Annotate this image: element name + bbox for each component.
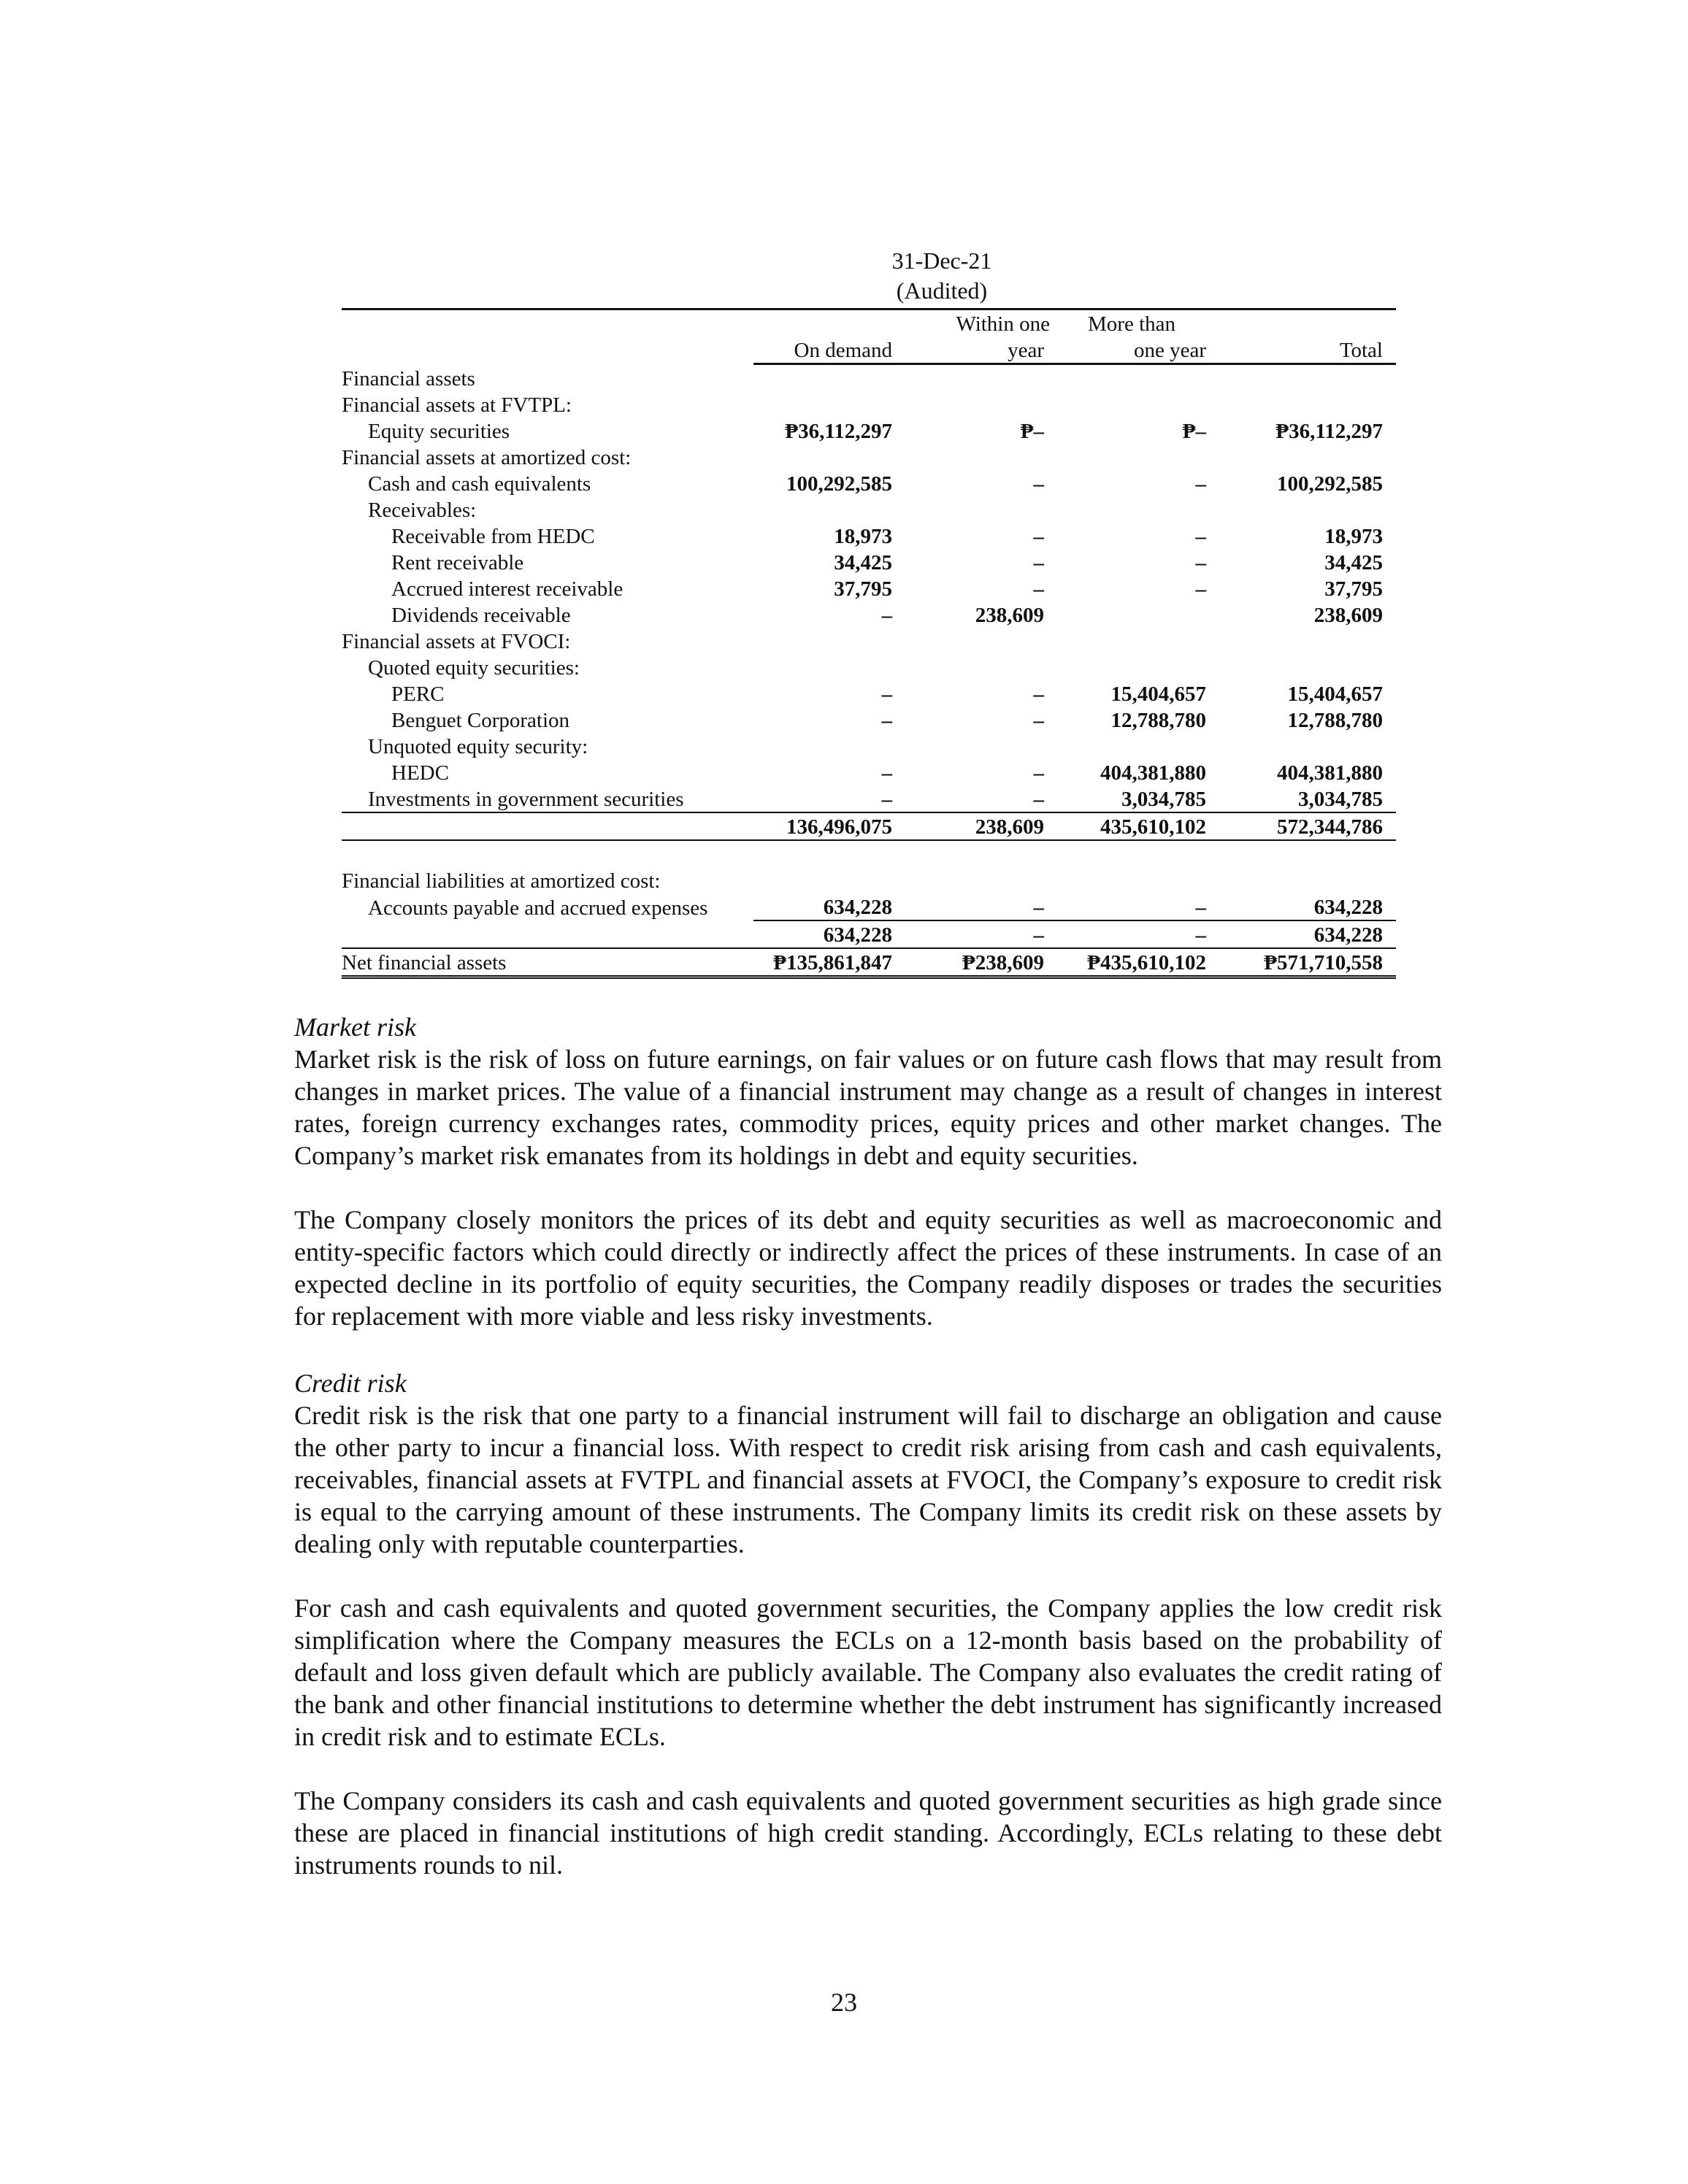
row-label: Financial assets at amortized cost: — [342, 446, 632, 469]
value-cell: – — [881, 788, 892, 811]
column-header: More than — [1056, 309, 1218, 337]
value-cell — [1218, 444, 1396, 470]
column-header — [753, 309, 904, 337]
value-cell — [753, 496, 904, 523]
net-financial-assets-row — [342, 948, 1396, 977]
credit-risk-heading: Credit risk — [294, 1369, 407, 1398]
table-row — [342, 601, 1396, 628]
value-cell — [1056, 496, 1218, 523]
row-label: Rent receivable — [391, 551, 524, 574]
value-cell: 12,788,780 — [1110, 709, 1206, 732]
value-cell: – — [1033, 551, 1044, 574]
column-header: one year — [1056, 337, 1218, 364]
value-cell: 100,292,585 — [1277, 472, 1383, 496]
value-cell: ₱– — [1182, 420, 1206, 443]
assets-total-row — [342, 812, 1396, 840]
column-header — [1218, 309, 1396, 337]
row-label: Receivables: — [368, 499, 477, 522]
value-cell — [753, 628, 904, 654]
period-heading: 31-Dec-21 — [891, 247, 992, 274]
row-label: Benguet Corporation — [391, 709, 570, 732]
value-cell — [1056, 364, 1218, 392]
liabilities-total-row — [342, 920, 1396, 948]
value-cell: – — [1033, 896, 1044, 919]
value-cell — [1218, 628, 1396, 654]
row-label: HEDC — [391, 761, 449, 785]
value-cell — [1056, 654, 1218, 680]
table-row — [342, 391, 1396, 418]
value-cell — [904, 364, 1056, 392]
column-header — [342, 309, 753, 337]
value-cell: – — [1033, 709, 1044, 732]
value-cell: 238,609 — [1313, 604, 1383, 627]
value-cell: – — [881, 604, 892, 627]
value-cell: 15,404,657 — [1110, 682, 1206, 706]
table-row — [342, 444, 1396, 470]
spacer-cell — [904, 840, 1056, 867]
value-cell — [1218, 391, 1396, 418]
value-cell — [1056, 733, 1218, 759]
value-cell: – — [881, 709, 892, 732]
row-label: PERC — [391, 682, 445, 706]
table-row — [342, 680, 1396, 707]
row-label — [342, 812, 753, 840]
value-cell — [753, 867, 904, 893]
value-cell: 634,228 — [753, 920, 904, 948]
value-cell: – — [1195, 472, 1206, 496]
spacer-cell — [342, 840, 753, 867]
value-cell — [1056, 391, 1218, 418]
table-row — [342, 364, 1396, 392]
spacer-row — [342, 840, 1396, 867]
value-cell: – — [1033, 525, 1044, 548]
row-label: Dividends receivable — [391, 604, 571, 627]
value-cell: 18,973 — [834, 525, 892, 548]
header-row-top — [342, 309, 1396, 337]
value-cell: ₱– — [1020, 420, 1044, 443]
column-header — [342, 337, 753, 364]
credit-risk-paragraph-3: The Company considers its cash and cash equivalents and quoted government securities as high grade since these are placed in financial institutions of high credit standing. Accordingly, ECLs relating to these debt instruments rounds to nil. — [294, 1786, 1442, 1880]
financial-table — [342, 308, 1396, 979]
header-row — [342, 337, 1396, 364]
value-cell — [904, 444, 1056, 470]
market-risk-section — [294, 1011, 1442, 1332]
value-cell: 634,228 — [1218, 920, 1396, 948]
row-label: Accrued interest receivable — [391, 577, 624, 601]
table-row — [342, 496, 1396, 523]
value-cell: 238,609 — [975, 604, 1044, 627]
value-cell: ₱135,861,847 — [753, 948, 904, 977]
credit-risk-section — [294, 1367, 1442, 1881]
value-cell: – — [1195, 896, 1206, 919]
value-cell — [1056, 867, 1218, 893]
value-cell: – — [1033, 682, 1044, 706]
table-row — [342, 759, 1396, 785]
value-cell: – — [881, 682, 892, 706]
value-cell: – — [881, 761, 892, 785]
value-cell — [1056, 628, 1218, 654]
value-cell: 136,496,075 — [753, 812, 904, 840]
page-number: 23 — [831, 1988, 857, 2017]
liabilities-heading-row — [342, 867, 1396, 893]
row-label: Financial liabilities at amortized cost: — [342, 869, 661, 893]
row-label: Investments in government securities — [368, 788, 684, 811]
value-cell: – — [904, 920, 1056, 948]
value-cell: – — [1033, 577, 1044, 601]
table-row — [342, 575, 1396, 601]
liabilities-row — [342, 893, 1396, 920]
value-cell: – — [1033, 761, 1044, 785]
column-header: On demand — [753, 337, 904, 364]
value-cell: 3,034,785 — [1121, 788, 1206, 811]
value-cell: ₱435,610,102 — [1056, 948, 1218, 977]
value-cell: 634,228 — [823, 896, 892, 919]
spacer-cell — [1056, 840, 1218, 867]
spacer-cell — [1218, 840, 1396, 867]
value-cell — [753, 364, 904, 392]
value-cell — [1218, 496, 1396, 523]
value-cell: – — [1033, 788, 1044, 811]
market-risk-paragraph-2: The Company closely monitors the prices of its debt and equity securities as well as macroeconomic and entity-specific factors which could directly or indirectly affect the prices of these instruments. In case of an expected decline in its portfolio of equity securities, the Company readily disposes or trades the securities for replacement with more viable and less risky investments. — [294, 1205, 1442, 1331]
value-cell: 37,795 — [834, 577, 892, 601]
row-label: Financial assets at FVOCI: — [342, 630, 571, 653]
value-cell — [1218, 733, 1396, 759]
table-row — [342, 418, 1396, 444]
row-label: Equity securities — [368, 420, 510, 443]
table-row — [342, 628, 1396, 654]
value-cell — [1218, 364, 1396, 392]
row-label — [342, 920, 753, 948]
value-cell — [904, 628, 1056, 654]
value-cell: – — [1195, 551, 1206, 574]
value-cell — [1218, 654, 1396, 680]
table-row — [342, 733, 1396, 759]
row-label: Financial assets at FVTPL: — [342, 393, 572, 417]
market-risk-paragraph-1: Market risk is the risk of loss on future earnings, on fair values or on future cash flows that may result from changes in market prices. The value of a financial instrument may change as a result of changes in interest rates, foreign currency exchanges rates, commodity prices, equity prices and other market changes. The Company’s market risk emanates from its holdings in debt and equity securities. — [294, 1045, 1442, 1170]
value-cell: ₱36,112,297 — [1275, 420, 1383, 443]
value-cell — [1056, 444, 1218, 470]
value-cell: 404,381,880 — [1100, 761, 1206, 785]
column-header: Within one — [904, 309, 1056, 337]
value-cell: 37,795 — [1324, 577, 1383, 601]
value-cell: 435,610,102 — [1056, 812, 1218, 840]
value-cell: ₱36,112,297 — [785, 420, 892, 443]
row-label: Unquoted equity security: — [368, 735, 588, 758]
value-cell — [753, 444, 904, 470]
column-header: year — [904, 337, 1056, 364]
value-cell: 34,425 — [1324, 551, 1383, 574]
value-cell: ₱238,609 — [904, 948, 1056, 977]
column-header: Total — [1218, 337, 1396, 364]
value-cell: – — [1033, 472, 1044, 496]
table-row — [342, 707, 1396, 733]
credit-risk-paragraph-1: Credit risk is the risk that one party to a financial instrument will fail to discharge an obligation and cause the other party to incur a financial loss. With respect to credit risk arising from cash and cash equivalents, receivables, financial assets at FVTPL and financial assets at FVOCI, the Company’s exposure to credit risk is equal to the carrying amount of these instruments. The Company limits its credit risk on these assets by dealing only with reputable counterparties. — [294, 1401, 1442, 1558]
value-cell: 572,344,786 — [1218, 812, 1396, 840]
table-row — [342, 523, 1396, 549]
spacer-cell — [753, 840, 904, 867]
value-cell: 15,404,657 — [1287, 682, 1383, 706]
value-cell: ₱571,710,558 — [1218, 948, 1396, 977]
value-cell — [1218, 867, 1396, 893]
value-cell — [904, 391, 1056, 418]
value-cell — [1056, 601, 1218, 628]
row-label: Cash and cash equivalents — [368, 472, 591, 496]
value-cell — [753, 733, 904, 759]
value-cell: 634,228 — [1313, 896, 1383, 919]
audit-status: (Audited) — [896, 277, 988, 304]
value-cell: 34,425 — [834, 551, 892, 574]
value-cell: 3,034,785 — [1298, 788, 1383, 811]
value-cell — [904, 733, 1056, 759]
row-label: Quoted equity securities: — [368, 656, 580, 680]
value-cell — [753, 654, 904, 680]
value-cell: – — [1195, 525, 1206, 548]
value-cell: 12,788,780 — [1287, 709, 1383, 732]
table-row — [342, 470, 1396, 496]
credit-risk-paragraph-2: For cash and cash equivalents and quoted government securities, the Company applies the low credit risk simplification where the Company measures the ECLs on a 12-month basis based on the probability of default and loss given default which are publicly available. The Company also evaluates the credit rating of the bank and other financial institutions to determine whether the debt instrument has significantly increased in credit risk and to estimate ECLs. — [294, 1593, 1442, 1751]
row-label: Accounts payable and accrued expenses — [368, 896, 708, 920]
table-row — [342, 654, 1396, 680]
value-cell: 238,609 — [904, 812, 1056, 840]
row-label: Net financial assets — [342, 948, 753, 977]
value-cell — [904, 867, 1056, 893]
value-cell — [753, 391, 904, 418]
value-cell: 404,381,880 — [1277, 761, 1383, 785]
table-row — [342, 549, 1396, 575]
value-cell: – — [1195, 577, 1206, 601]
market-risk-heading: Market risk — [294, 1012, 416, 1042]
value-cell — [904, 496, 1056, 523]
value-cell: – — [1056, 920, 1218, 948]
row-label: Receivable from HEDC — [391, 525, 595, 548]
row-label: Financial assets — [342, 367, 475, 391]
value-cell — [904, 654, 1056, 680]
value-cell: 100,292,585 — [786, 472, 892, 496]
value-cell: 18,973 — [1324, 525, 1383, 548]
table-row — [342, 785, 1396, 812]
